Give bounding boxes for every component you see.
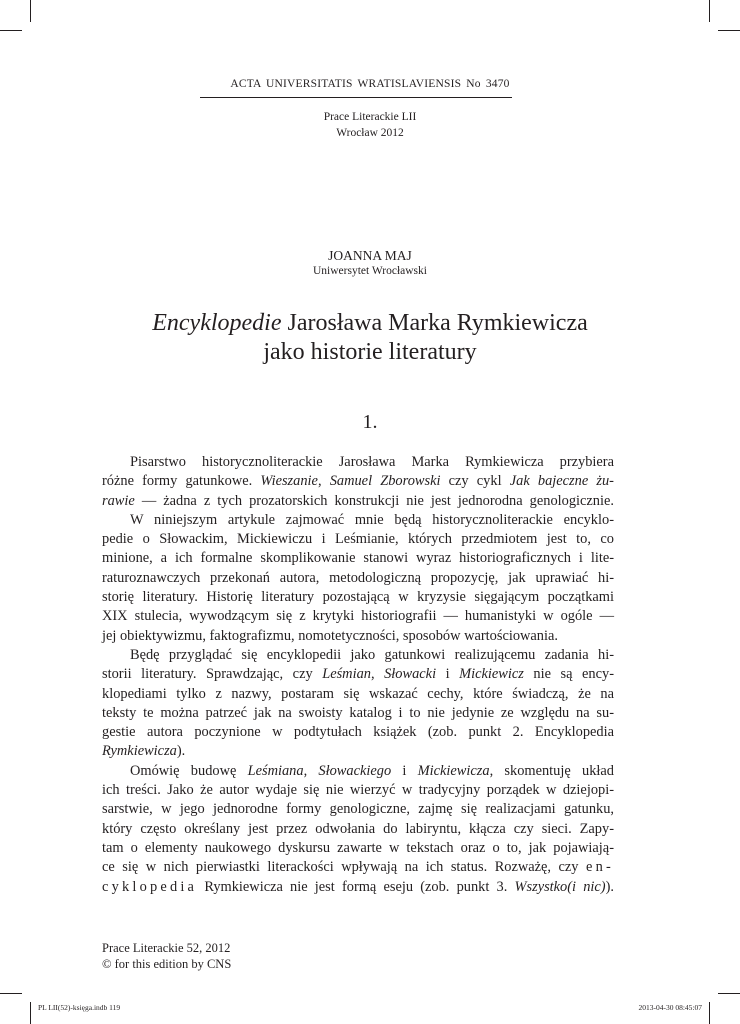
journal-header: ACTA UNIVERSITATIS WRATISLAVIENSIS No 3470 <box>230 78 510 90</box>
italic-run: Leśmiana <box>247 762 304 779</box>
text-run: , <box>370 666 385 683</box>
body-line: raturoznawczych przekonań autora, metodologiczną propozycję, jak uprawiać hi- <box>102 569 614 586</box>
text-run: — żadna z tych prozatorskich konstrukcji nie jest jednorodna genologicznie. <box>134 492 614 509</box>
italic-run: rawie <box>102 492 135 509</box>
text-run: i <box>436 666 460 683</box>
body-line: jej obiektywizmu, faktografizmu, nomotetyczności, sposobów wartościowania. <box>102 627 558 644</box>
copyright-footer <box>102 940 231 972</box>
text-run: i <box>391 762 418 779</box>
text-run: storii literatury. Sprawdzając, czy <box>102 666 323 683</box>
body-line: storię literatury. Historię literatury pozostającą w kryzysie sięgającym początkami <box>102 589 614 606</box>
body-line: Będę przyglądać się encyklopedii jako gatunkowi realizującemu zadania hi- <box>130 646 614 663</box>
slug-file: PL LII(52)-księga.indb 119 <box>38 1003 121 1012</box>
text-run: , <box>317 473 330 490</box>
text-run: , <box>303 762 319 779</box>
crop-mark <box>0 993 22 994</box>
section-number: 1. <box>362 411 378 433</box>
body-line: który często określany jest przez odwołania do labiryntu, kłącza czy sieci. Zapy- <box>102 820 614 837</box>
crop-mark <box>718 993 740 994</box>
body-line: minione, a ich formalne skomplikowanie stanowi wyraz historiograficznych i lite- <box>102 550 614 567</box>
body-line: sarstwie, w jego jednorodne formy genologiczne, zajmę się realizacjami gatunku, <box>102 801 614 818</box>
italic-run: Jak bajeczne żu- <box>509 473 614 490</box>
italic-run: Mickiewicza <box>417 762 490 779</box>
body-line <box>102 878 614 897</box>
italic-run: Mickiewicz <box>459 666 524 683</box>
body-line <box>102 858 614 877</box>
article-title <box>0 309 740 367</box>
author-affiliation: Uniwersytet Wrocławski <box>313 265 427 277</box>
author-name: JOANNA MAJ <box>328 248 412 263</box>
crop-mark <box>30 0 31 22</box>
series-info <box>0 109 740 141</box>
italic-run: Wieszanie <box>260 473 318 490</box>
body-line: klopediami tylko z nazwy, postaram się wskazać cechy, które świadczą, że na <box>102 685 614 702</box>
body-line: W niniejszym artykule zajmować mnie będą historycznoliterackie encyklo- <box>130 511 614 528</box>
title-italic: Encyklopedie <box>152 310 282 336</box>
crop-mark <box>718 30 740 31</box>
body-line <box>102 492 614 511</box>
series-volume: Prace Literackie LII <box>323 111 417 123</box>
body-line: Pisarstwo historycznoliterackie Jarosława Marka Rymkiewicza przybiera <box>130 454 614 470</box>
header-rule <box>200 97 512 98</box>
text-run: ce się w nich pierwiastki literackości wpływają na ich status. Rozważę, czy <box>102 859 587 876</box>
article-body <box>102 453 614 897</box>
body-line <box>102 742 614 761</box>
italic-run: Wszystko(i nic) <box>514 878 606 895</box>
slug-timestamp: 2013-04-30 08:45:07 <box>638 1003 702 1012</box>
italic-run: Samuel Zborowski <box>329 473 441 490</box>
footer-copyright: © for this edition by CNS <box>102 957 232 971</box>
body-line: gestie autora poczynione w podtytułach książek (zob. punkt 2. Encyklopedia <box>102 724 614 741</box>
text-run: różne formy gatunkowe. <box>102 473 261 490</box>
series-place-year: Wrocław 2012 <box>336 127 404 139</box>
text-run: , skomentuję układ <box>489 762 614 779</box>
text-run: czy cykl <box>440 473 510 490</box>
text-run: nie są ency- <box>523 666 614 683</box>
body-line: XIX stulecia, wywodzącym się z krytyki historiografii — humanistyki w ogóle — <box>102 608 614 625</box>
text-run: Omówię budowę <box>130 762 248 779</box>
italic-run: Słowacki <box>384 666 437 683</box>
body-line: teksty te można patrzeć jak na swoisty katalog i to nie jedynie ze względu na su- <box>102 704 614 721</box>
body-line: tam o elementy naukowego dyskursu zawarte w tekstach oraz o to, jak pojawiają- <box>102 839 614 856</box>
title-line-2: jako historie literatury <box>263 339 477 365</box>
footer-journal: Prace Literackie 52, 2012 <box>102 941 231 955</box>
italic-run: Słowackiego <box>318 762 392 779</box>
body-line <box>102 472 614 491</box>
title-line-1-rest: Jarosława Marka Rymkiewicza <box>281 310 588 336</box>
title-line-1 <box>0 309 740 338</box>
spaced-run: cyklopedia <box>102 878 198 895</box>
text-run: Rymkiewicza nie jest formą eseju (zob. punkt 3. <box>197 878 515 895</box>
text-run: ). <box>605 878 614 895</box>
body-line <box>102 665 614 684</box>
italic-run: Leśmian <box>322 666 371 683</box>
crop-mark <box>0 30 22 31</box>
body-line: ich treści. Jako że autor wydaje się nie wierzyć w tradycyjny porządek w dziejopi- <box>102 782 614 799</box>
body-line <box>102 762 614 781</box>
crop-mark <box>709 0 710 22</box>
crop-mark <box>30 1002 31 1024</box>
spaced-run: en- <box>586 859 614 876</box>
italic-run: Rymkiewicza <box>102 743 177 760</box>
crop-mark <box>709 1002 710 1024</box>
body-line: pedie o Słowackim, Mickiewiczu i Leśmianie, których przedmiotem jest to, co <box>102 531 614 548</box>
text-run: ). <box>176 743 186 760</box>
